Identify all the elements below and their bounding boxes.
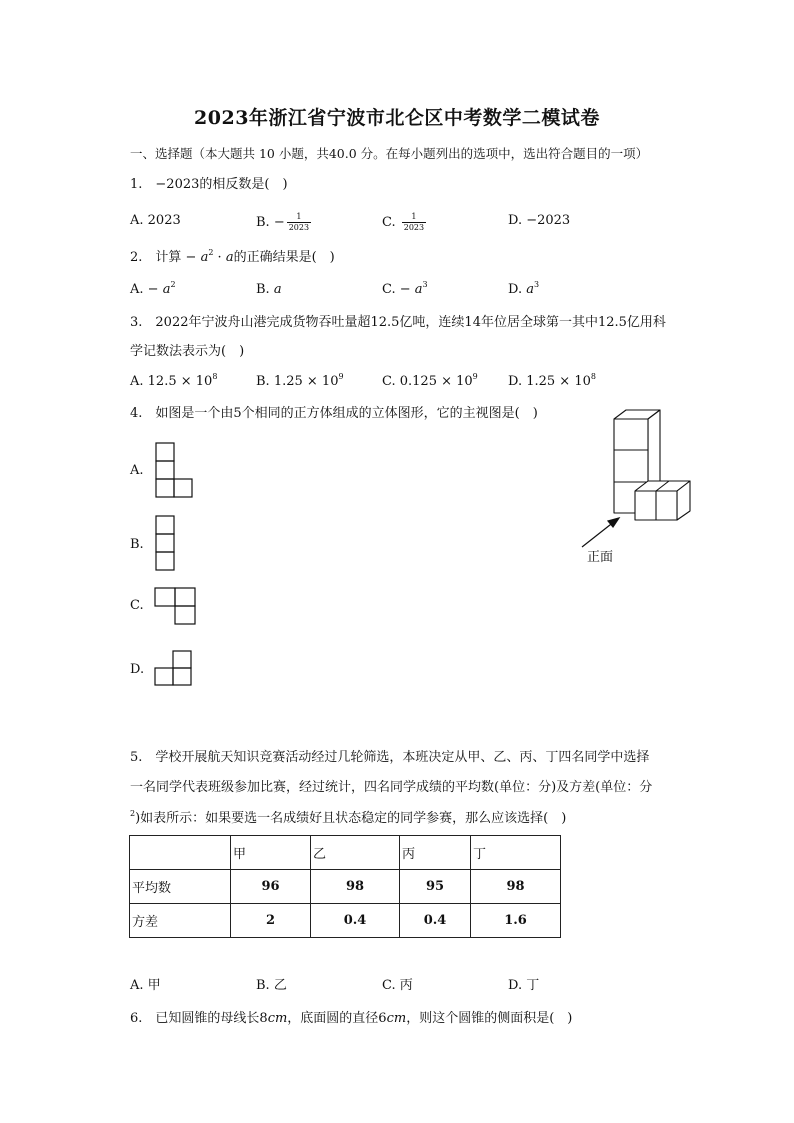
table-row (130, 836, 561, 870)
table-row-label: 平均数 (130, 870, 231, 904)
q5-stem-line2: 一名同学代表班级参加比赛，经过统计，四名同学成绩的平均数(单位：分)及方差(单位：分 (130, 780, 653, 795)
q5-option-a: A. 甲 (130, 978, 161, 993)
q2-option-c: C. − $a^3$ (382, 280, 428, 297)
q3-option-a: A. $12.5 \times 10^8$ (130, 372, 218, 389)
table-header-cell: 丙 (400, 836, 471, 870)
table-row (130, 870, 561, 904)
table-header-cell: 乙 (311, 836, 400, 870)
q1-option-d: D. −2023 (508, 213, 571, 228)
q4-option-b-figure (155, 515, 177, 573)
q1-option-c: C. $\frac{1}{2023}$ (382, 212, 425, 232)
q4-front-label: 正面 (587, 550, 614, 565)
q4-solid-figure (570, 405, 700, 565)
table-row (130, 904, 561, 938)
q4-option-d-label: D. (130, 662, 145, 677)
table-cell: 98 (471, 870, 561, 904)
table-header-cell (130, 836, 231, 870)
q4-option-a-figure (155, 442, 195, 500)
q4-option-b-label: B. (130, 537, 144, 552)
q3-option-b: B. $1.25 \times 10^9$ (256, 372, 344, 389)
table-cell: 95 (400, 870, 471, 904)
table-cell: 2 (231, 904, 311, 938)
exam-title: 2023年浙江省宁波市北仑区中考数学二模试卷 (194, 107, 600, 129)
table-header-cell: 甲 (231, 836, 311, 870)
q2-option-d: D. $a^3$ (508, 280, 540, 297)
q2-option-a: A. − $a^2$ (130, 280, 176, 297)
q6-stem: 6. 已知圆锥的母线长8cm，底面圆的直径6cm，则这个圆锥的侧面积是( ) (130, 1011, 573, 1026)
q3-stem-line2: 学记数法表示为( ) (130, 344, 245, 359)
q1-stem: 1. −2023的相反数是( ) (130, 177, 288, 192)
table-header-cell: 丁 (471, 836, 561, 870)
q3-option-d: D. $1.25 \times 10^8$ (508, 372, 596, 389)
table-cell: 0.4 (311, 904, 400, 938)
q1-c-fraction: $\frac{1}{2023}$ (403, 212, 425, 232)
q5-score-table (129, 835, 561, 938)
q1-option-a: A. 2023 (130, 213, 181, 228)
q1-b-fraction: $\frac{1}{2023}$ (288, 212, 310, 232)
q2-option-b: B. a (256, 282, 282, 297)
q3-option-c: C. $0.125 \times 10^9$ (382, 372, 478, 389)
q5-option-b: B. 乙 (256, 978, 287, 993)
q3-stem-line1: 3. 2022年宁波舟山港完成货物吞吐量超12.5亿吨，连续14年位居全球第一其中12.5亿用科 (130, 315, 666, 330)
table-row-label: 方差 (130, 904, 231, 938)
q4-option-c-label: C. (130, 598, 144, 613)
q1-option-b: B. − $\frac{1}{2023}$ (256, 212, 310, 232)
q5-option-d: D. 丁 (508, 978, 540, 993)
q5-stem-line3: $^2$)如表所示：如果要选一名成绩好且状态稳定的同学参赛，那么应该选择( ) (130, 809, 567, 826)
q5-stem-line1: 5. 学校开展航天知识竞赛活动经过几轮筛选，本班决定从甲、乙、丙、丁四名同学中选择 (130, 750, 650, 765)
q5-option-c: C. 丙 (382, 978, 413, 993)
q4-option-c-figure (154, 587, 198, 627)
table-cell: 96 (231, 870, 311, 904)
table-cell: 1.6 (471, 904, 561, 938)
table-cell: 0.4 (400, 904, 471, 938)
table-cell: 98 (311, 870, 400, 904)
q4-option-a-label: A. (130, 463, 144, 478)
q2-stem: 2. 计算 − $a^2 \cdot a$的正确结果是( ) (130, 248, 335, 265)
q4-stem: 4. 如图是一个由5个相同的正方体组成的立体图形，它的主视图是( ) (130, 406, 538, 421)
section-heading: 一、选择题（本大题共 10 小题，共40.0 分。在每小题列出的选项中，选出符合题目的一项） (130, 146, 649, 161)
q4-option-d-figure (154, 650, 194, 688)
